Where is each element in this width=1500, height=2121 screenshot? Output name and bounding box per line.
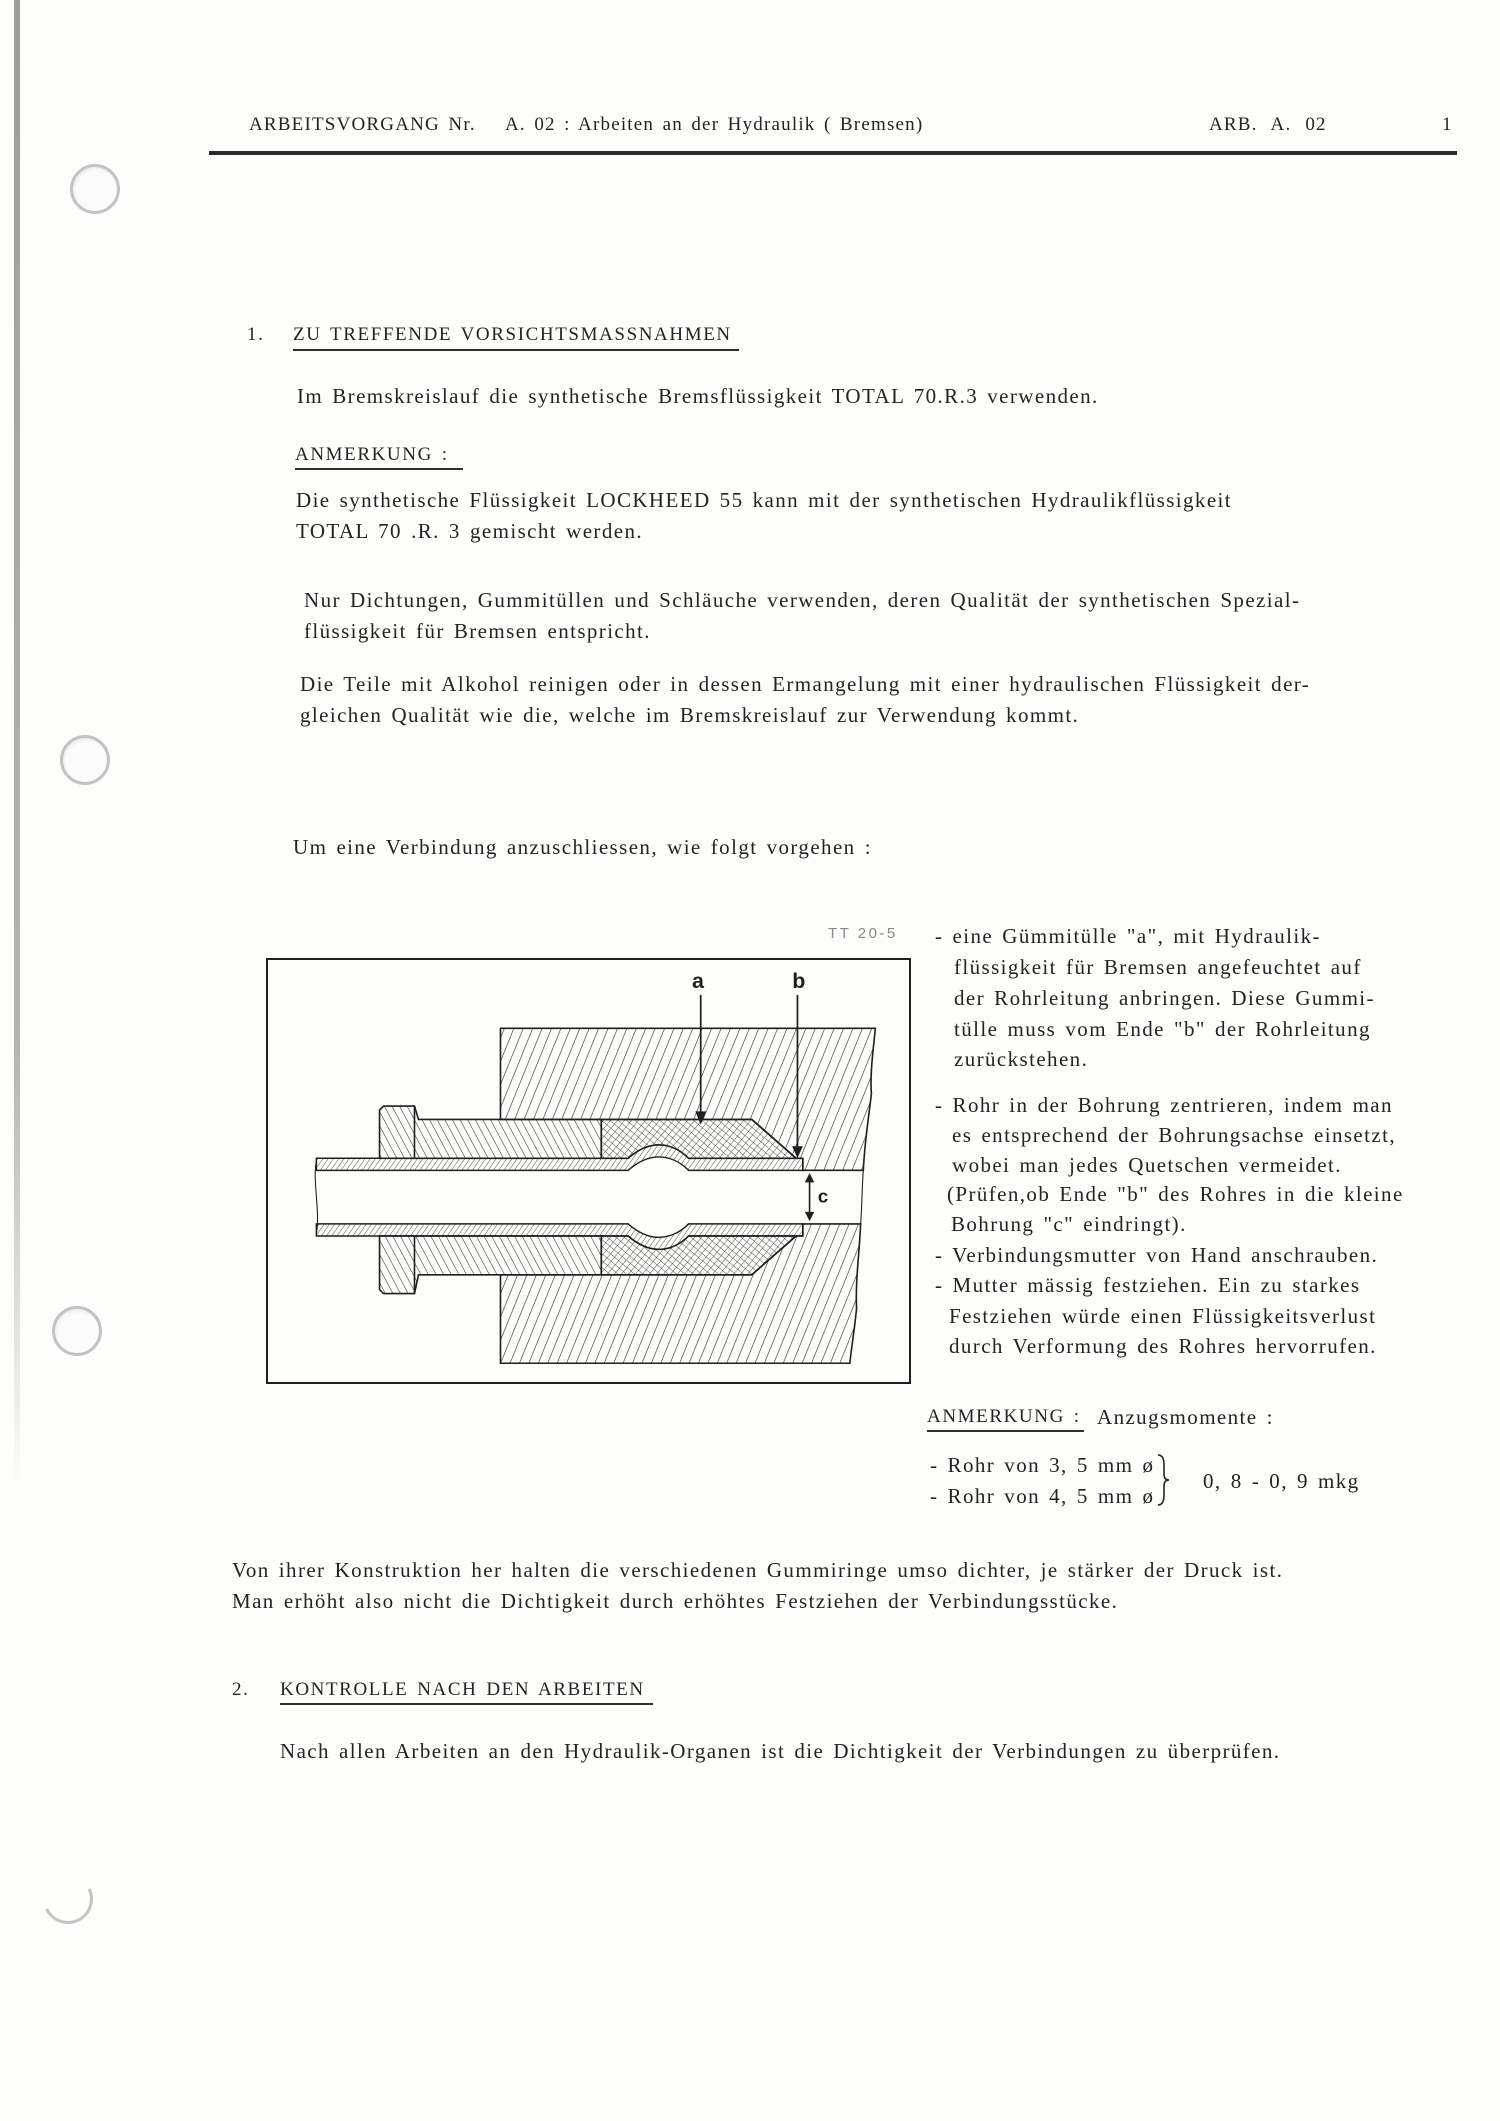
torque-note-title: Anzugsmomente : [1097,1405,1274,1429]
figure-reference: TT 20-5 [828,925,898,942]
section-title: ZU TREFFENDE VORSICHTSMASSNAHMEN [293,324,732,345]
punch-hole [70,164,120,214]
step-line: Bohrung "c" eindringt). [951,1212,1187,1236]
step-line: - Mutter mässig festziehen. Ein zu starkes [935,1273,1361,1297]
doc-title: A. 02 : Arbeiten an der Hydraulik ( Bremsen) [505,114,924,135]
step-line: Festziehen würde einen Flüssigkeitsverlust [949,1304,1377,1328]
page-number: 1 [1442,114,1453,135]
closing-line: Man erhöht also nicht die Dichtigkeit durch erhöhtes Festziehen der Verbindungsstücke. [232,1589,1119,1613]
step-line: durch Verformung des Rohres hervorrufen. [949,1334,1377,1358]
section-title-underline [293,349,739,351]
grommet-section [601,1119,796,1274]
note-line: Die synthetische Flüssigkeit LOCKHEED 55 kann mit der synthetischen Hydraulikflüssigkeit [296,488,1233,512]
paragraph-line: Nur Dichtungen, Gummitüllen und Schläuche verwenden, deren Qualität der synthetischen Spezial- [304,588,1301,612]
header-rule [209,151,1457,155]
torque-note-underline [927,1430,1084,1432]
paragraph-line: gleichen Qualität wie die, welche im Bremskreislauf zur Verwendung kommt. [300,703,1080,727]
label-a: a [692,969,704,994]
punch-hole [60,735,110,785]
step-line: - Rohr in der Bohrung zentrieren, indem man [935,1093,1393,1117]
procedure-intro: Um eine Verbindung anzuschliessen, wie folgt vorgehen : [293,835,872,859]
union-nut-section [380,1106,602,1294]
note-label-underline [295,468,463,470]
figure-box [266,958,911,1384]
torque-note-label: ANMERKUNG : [927,1406,1081,1427]
closing-line: Von ihrer Konstruktion her halten die verschiedenen Gummiringe umso dichter, je stärker der Druck ist. [232,1558,1284,1582]
section2-text: Nach allen Arbeiten an den Hydraulik-Organen ist die Dichtigkeit der Verbindungen zu überprüfen. [280,1739,1281,1763]
section2-number: 2. [232,1679,250,1700]
torque-row: - Rohr von 3, 5 mm ø [930,1453,1155,1477]
torque-value: 0, 8 - 0, 9 mkg [1203,1469,1360,1493]
step-line: - eine Gümmitülle "a", mit Hydraulik- [935,924,1321,948]
step-line: - Verbindungsmutter von Hand anschrauben. [935,1243,1379,1267]
punch-hole [52,1306,102,1356]
section2-title-underline [280,1703,653,1705]
punch-hole [36,1867,100,1931]
doc-code: ARB. A. 02 [1209,114,1327,135]
section-number: 1. [247,324,265,345]
step-line: zurückstehen. [954,1047,1089,1071]
fitting-cross-section-diagram [268,960,909,1382]
note-label: ANMERKUNG : [295,444,449,465]
arrow-c [805,1173,814,1221]
step-line: flüssigkeit für Bremsen angefeuchtet auf [954,955,1362,979]
paragraph-line: flüssigkeit für Bremsen entspricht. [304,619,651,643]
intro-text: Im Bremskreislauf die synthetische Bremsflüssigkeit TOTAL 70.R.3 verwenden. [297,384,1099,408]
step-line: es entsprechend der Bohrungsachse einsetzt, [952,1123,1396,1147]
section2-title: KONTROLLE NACH DEN ARBEITEN [280,1679,645,1700]
doc-type-label: ARBEITSVORGANG Nr. [249,114,476,135]
paragraph-line: Die Teile mit Alkohol reinigen oder in dessen Ermangelung mit einer hydraulischen Flüssigkeit der- [300,672,1311,696]
label-b: b [792,969,806,994]
brace-icon [1155,1452,1171,1508]
torque-row: - Rohr von 4, 5 mm ø [930,1484,1155,1508]
note-line: TOTAL 70 .R. 3 gemischt werden. [296,519,643,543]
binder-edge [14,0,20,1490]
step-line: wobei man jedes Quetschen vermeidet. [952,1153,1342,1177]
label-c: c [817,1185,829,1207]
step-line: tülle muss vom Ende "b" der Rohrleitung [954,1017,1371,1041]
step-line: (Prüfen,ob Ende "b" des Rohres in die kleine [947,1182,1404,1206]
step-line: der Rohrleitung anbringen. Diese Gummi- [954,986,1375,1010]
tube-wall [315,1145,803,1249]
